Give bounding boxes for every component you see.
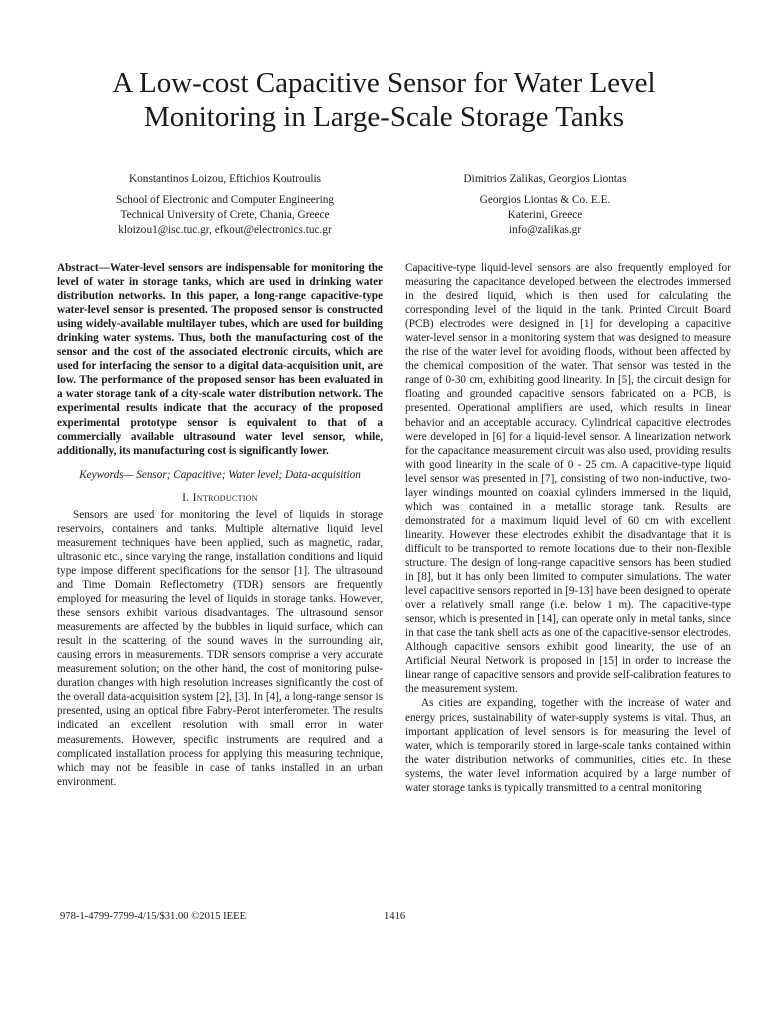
author-email: info@zalikas.gr (508, 224, 582, 236)
author-block-right (380, 172, 710, 238)
author-affiliation: Katerini, Greece (507, 209, 583, 221)
body-paragraph: Sensors are used for monitoring the level of liquids in storage reservoirs, containers and tanks. Multiple alternative liquid level measurement techniques have been applied, such as magnetic, radar, ultrasonic etc., since varying the range, installation conditions and liquid type impose different specifications for the sensor [1]. The ultrasound and Time Domain Reflectometry (TDR) sensors are frequently employed for measuring the level of liquids in storage tanks. However, these sensors exhibit various disadvantages. The ultrasound sensor measurements are affected by the bubbles in liquid surface, which can result in the scattering of the sound waves in the surrounding air, causing errors in measurements. TDR sensors comprise a very accurate measurement solution; on the other hand, the cost of monitoring pulse-duration changes with high resolution increases significantly the cost of the overall data-acquisition system [2], [3]. In [4], a long-range sensor is presented, using an optical fibre Fabry-Perot interferometer. The results indicated an excellent resolution with small error in water measurements. However, specific instruments are required and a complicated installation process for applying this measuring technique, which may not be feasible in case of tanks installed in an urban environment. (57, 508, 383, 788)
author-affiliation: Technical University of Crete, Chania, Greece (120, 209, 330, 221)
author-affiliation: Georgios Liontas & Co. E.E. (479, 194, 611, 206)
author-names: Dimitrios Zalikas, Georgios Liontas (463, 173, 627, 185)
footer-isbn: 978-1-4799-7799-4/15/$31.00 ©2015 IEEE (60, 911, 247, 922)
author-email: kloizou1@isc.tuc.gr, efkout@electronics.tuc.gr (118, 224, 332, 236)
abstract: Abstract—Water-level sensors are indispensable for monitoring the level of water in storage tanks, which are used in drinking water distribution networks. In this paper, a long-range capacitive-type water-level sensor is presented. The proposed sensor is constructed using widely-available multilayer tubes, which are used for building drinking water systems. Thus, both the manufacturing cost of the sensor and the cost of the associated electronic circuits, which are used for interfacing the sensor to a digital data-acquisition unit, are low. The performance of the proposed sensor has been evaluated in a water storage tank of a city-scale water distribution network. The experimental results indicate that the accuracy of the proposed experimental prototype sensor is equivalent to that of a commercially available ultrasound water level sensor, while, additionally, its manufacturing cost is significantly lower. (57, 262, 383, 457)
author-names: Konstantinos Loizou, Eftichios Koutroulis (128, 173, 322, 185)
body-paragraph: Capacitive-type liquid-level sensors are also frequently employed for measuring the capacitance developed between the electrodes immersed in the desired liquid, which is then used for calculating the corresponding level of the liquid in the tank. Printed Circuit Board (PCB) electrodes were designed in [1] for developing a capacitive water-level sensor in a monitoring system that was designed to measure the rise of the water level for avoiding floods, without been affected by the chemical composition of the water. That sensor was tested in the range of 0-30 cm, exhibiting good linearity. In [5], the circuit design for floating and grounded capacitive sensors fabricated on a PCB, is presented. Operational amplifiers are used, which results in linear behavior and an acceptable accuracy. Cylindrical capacitive electrodes were developed in [6] for a liquid-level sensor. A linearization network for the capacitance measurement circuit was also used, providing results with good linearity in the scale of 0 - 25 cm. A capacitive-type liquid level sensor was presented in [7], consisting of two non-inductive, two-layer windings mounted on coaxial cylinders immersed in the liquid, which was contained in a metallic storage tank. Results are demonstrated for a maximum liquid level of 60 cm with excellent linearity. However these electrodes exhibit the disadvantage that it is difficult to be transported to remote locations due to their non-flexible structure. The design of long-range capacitive sensors has been studied in [8], but it has only been limited to computer simulations. The water level capacitive sensors reported in [9-13] have been designed to operate over a relatively small range (i.e. below 1 m). The capacitive-type sensor, which is presented in [14], can operate only in metal tanks, since in that case the tank shell acts as one of the capacitive-sensor electrodes. Although capacitive sensors exhibit good linearity, the use of an Artificial Neural Network is proposed in [15] in order to increase the linear range of capacitive sensors and provide self-calibration features to the measurement system. (405, 262, 731, 696)
body-paragraph: As cities are expanding, together with the increase of water and energy prices, sustainability of water-supply systems is vital. Thus, an important application of level sensors is for measuring the level of water, which is temporarily stored in large-scale tanks contained within the water distribution networks of communities, cities etc. In these systems, the water level information acquired by a large number of water storage tanks is typically transmitted to a central monitoring (405, 697, 731, 794)
keywords: Keywords— Sensor; Capacitive; Water level; Data-acquisition (79, 468, 361, 481)
left-column (57, 261, 383, 789)
section-heading: I. Introduction (182, 490, 258, 504)
right-column (405, 261, 731, 795)
paper-title: A Low-cost Capacitive Sensor for Water Level Monitoring in Large-Scale Storage Tanks (112, 67, 656, 133)
page-number: 1416 (384, 911, 406, 922)
author-block-left (60, 172, 390, 238)
author-affiliation: School of Electronic and Computer Engineering (115, 194, 335, 206)
